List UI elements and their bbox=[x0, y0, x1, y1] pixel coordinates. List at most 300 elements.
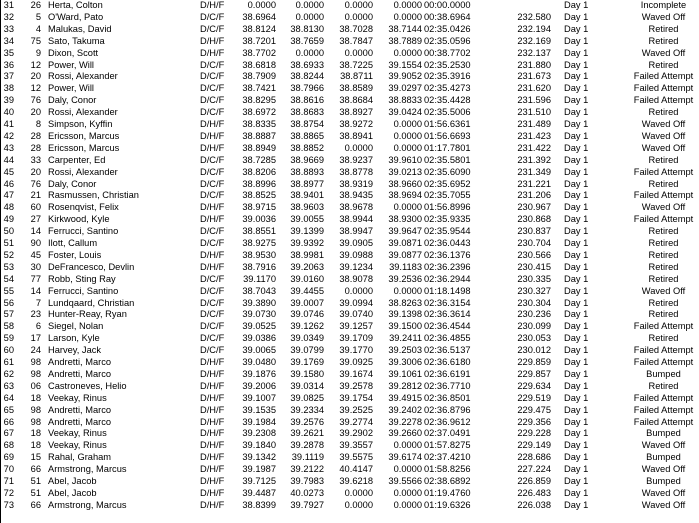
driver-cell: Daly, Conor bbox=[48, 178, 97, 189]
lap1-cell: 39.1876 bbox=[242, 368, 276, 379]
elapsed-cell: 02:35.0426 bbox=[424, 23, 471, 34]
car-number-cell: 45 bbox=[30, 249, 41, 260]
lap1-cell: 38.7201 bbox=[242, 35, 276, 46]
status-cell: Retired bbox=[648, 154, 679, 165]
day-cell: Day 1 bbox=[564, 47, 589, 58]
elapsed-cell: 02:38.6892 bbox=[424, 476, 471, 486]
table-row bbox=[1, 179, 699, 191]
speed-cell: 231.221 bbox=[517, 178, 551, 189]
class-cell: D/H/F bbox=[200, 0, 225, 10]
status-cell: Retired bbox=[648, 297, 679, 308]
speed-cell: 230.099 bbox=[517, 321, 551, 332]
table-row bbox=[1, 298, 699, 310]
lap1-cell: 39.0065 bbox=[242, 345, 276, 356]
lap1-cell: 38.8335 bbox=[242, 119, 276, 129]
elapsed-cell: 01:56.6361 bbox=[424, 119, 471, 129]
lap2-cell: 40.0273 bbox=[290, 487, 324, 498]
lap4-cell: 0.0000 bbox=[393, 0, 422, 10]
table-row bbox=[1, 381, 699, 393]
car-number-cell: 90 bbox=[30, 238, 41, 248]
class-cell: D/H/F bbox=[200, 368, 225, 379]
lap2-cell: 39.2334 bbox=[290, 404, 324, 415]
speed-cell: 226.483 bbox=[517, 487, 551, 498]
speed-cell: 232.169 bbox=[517, 35, 551, 46]
table-row bbox=[1, 309, 699, 321]
lap1-cell: 38.8399 bbox=[242, 499, 276, 510]
day-cell: Day 1 bbox=[564, 297, 589, 308]
driver-cell: Armstrong, Marcus bbox=[48, 499, 127, 510]
table-row bbox=[1, 48, 699, 60]
table-row bbox=[1, 500, 699, 512]
class-cell: D/H/F bbox=[200, 261, 225, 272]
lap2-cell: 0.0000 bbox=[295, 0, 324, 10]
class-cell: D/H/F bbox=[200, 130, 225, 141]
elapsed-cell: 02:36.6180 bbox=[424, 357, 471, 367]
class-cell: D/C/F bbox=[200, 238, 225, 248]
lap4-cell: 39.0871 bbox=[388, 238, 422, 248]
lap4-cell: 0.0000 bbox=[393, 142, 422, 153]
position-cell: 60 bbox=[3, 345, 14, 356]
status-cell: Bumped bbox=[646, 476, 681, 486]
driver-cell: DeFrancesco, Devlin bbox=[48, 261, 135, 272]
lap2-cell: 39.1399 bbox=[290, 226, 324, 237]
table-row bbox=[1, 488, 699, 500]
driver-cell: Andretti, Marco bbox=[48, 368, 112, 379]
speed-cell: 230.327 bbox=[517, 285, 551, 296]
lap4-cell: 39.1398 bbox=[388, 309, 422, 320]
day-cell: Day 1 bbox=[564, 202, 589, 213]
car-number-cell: 30 bbox=[30, 261, 41, 272]
lap1-cell: 38.7909 bbox=[242, 71, 276, 82]
driver-cell: Armstrong, Marcus bbox=[48, 464, 127, 475]
speed-cell: 229.356 bbox=[517, 416, 551, 427]
speed-cell: 230.415 bbox=[517, 261, 551, 272]
day-cell: Day 1 bbox=[564, 404, 589, 415]
lap3-cell: 39.1754 bbox=[339, 392, 373, 403]
lap3-cell: 0.0000 bbox=[344, 0, 373, 10]
class-cell: D/C/F bbox=[200, 59, 225, 70]
status-cell: Failed Attempt bbox=[633, 166, 694, 177]
elapsed-cell: 02:35.9544 bbox=[424, 226, 471, 237]
speed-cell: 230.053 bbox=[517, 333, 551, 344]
lap3-cell: 39.2525 bbox=[339, 404, 373, 415]
class-cell: D/C/F bbox=[200, 190, 225, 201]
status-cell: Failed Attempt bbox=[633, 345, 694, 356]
lap4-cell: 0.0000 bbox=[393, 202, 422, 213]
driver-cell: Robb, Sting Ray bbox=[48, 273, 116, 284]
lap2-cell: 39.9392 bbox=[290, 238, 324, 248]
speed-cell: 229.149 bbox=[517, 440, 551, 451]
table-row bbox=[1, 107, 699, 119]
elapsed-cell: 02:35.7055 bbox=[424, 190, 471, 201]
position-cell: 36 bbox=[3, 59, 14, 70]
day-cell: Day 1 bbox=[564, 487, 589, 498]
day-cell: Day 1 bbox=[564, 71, 589, 82]
driver-cell: Siegel, Nolan bbox=[48, 321, 104, 332]
status-cell: Failed Attempt bbox=[633, 214, 694, 225]
lap4-cell: 0.0000 bbox=[393, 487, 422, 498]
lap4-cell: 0.0000 bbox=[393, 464, 422, 475]
speed-cell: 230.868 bbox=[517, 214, 551, 225]
lap3-cell: 38.7225 bbox=[339, 59, 373, 70]
speed-cell: 230.304 bbox=[517, 297, 551, 308]
class-cell: D/H/F bbox=[200, 214, 225, 225]
position-cell: 42 bbox=[3, 130, 14, 141]
driver-cell: Rasmussen, Christian bbox=[48, 190, 139, 201]
lap2-cell: 39.1262 bbox=[290, 321, 324, 332]
table-row bbox=[1, 476, 699, 488]
lap1-cell: 38.8525 bbox=[242, 190, 276, 201]
lap2-cell: 39.2621 bbox=[290, 428, 324, 439]
position-cell: 72 bbox=[3, 487, 14, 498]
lap2-cell: 39.0746 bbox=[290, 309, 324, 320]
lap3-cell: 38.8778 bbox=[339, 166, 373, 177]
speed-cell: 228.686 bbox=[517, 452, 551, 463]
lap2-cell: 38.8977 bbox=[290, 178, 324, 189]
lap2-cell: 39.2576 bbox=[290, 416, 324, 427]
position-cell: 49 bbox=[3, 214, 14, 225]
elapsed-cell: 02:36.2396 bbox=[424, 261, 471, 272]
driver-cell: Abel, Jacob bbox=[48, 476, 97, 486]
lap1-cell: 38.8887 bbox=[242, 130, 276, 141]
status-cell: Retired bbox=[648, 261, 679, 272]
status-cell: Retired bbox=[648, 380, 679, 391]
elapsed-cell: 02:37.4210 bbox=[424, 452, 471, 463]
day-cell: Day 1 bbox=[564, 380, 589, 391]
class-cell: D/H/F bbox=[200, 476, 225, 486]
speed-cell: 229.634 bbox=[517, 380, 551, 391]
position-cell: 37 bbox=[3, 71, 14, 82]
car-number-cell: 28 bbox=[30, 142, 41, 153]
elapsed-cell: 00:00.0000 bbox=[424, 0, 471, 10]
lap4-cell: 39.1500 bbox=[388, 321, 422, 332]
class-cell: D/C/F bbox=[200, 226, 225, 237]
lap4-cell: 0.0000 bbox=[393, 47, 422, 58]
lap2-cell: 38.8865 bbox=[290, 130, 324, 141]
elapsed-cell: 02:37.0491 bbox=[424, 428, 471, 439]
position-cell: 61 bbox=[3, 357, 14, 367]
lap1-cell: 38.8996 bbox=[242, 178, 276, 189]
day-cell: Day 1 bbox=[564, 119, 589, 129]
lap3-cell: 38.9272 bbox=[339, 119, 373, 129]
car-number-cell: 9 bbox=[35, 47, 41, 58]
lap3-cell: 39.2578 bbox=[339, 380, 373, 391]
status-cell: Retired bbox=[648, 273, 679, 284]
driver-cell: Dixon, Scott bbox=[48, 47, 99, 58]
class-cell: D/C/F bbox=[200, 11, 225, 22]
lap1-cell: 38.7043 bbox=[242, 285, 276, 296]
car-number-cell: 76 bbox=[30, 95, 41, 106]
status-cell: Failed Attempt bbox=[633, 190, 694, 201]
day-cell: Day 1 bbox=[564, 476, 589, 486]
driver-cell: Andretti, Marco bbox=[48, 416, 112, 427]
table-row bbox=[1, 167, 699, 179]
class-cell: D/C/F bbox=[200, 333, 225, 344]
position-cell: 51 bbox=[3, 238, 14, 248]
lap4-cell: 38.9660 bbox=[388, 178, 422, 189]
speed-cell: 232.580 bbox=[517, 11, 551, 22]
car-number-cell: 75 bbox=[30, 35, 41, 46]
car-number-cell: 18 bbox=[30, 428, 41, 439]
speed-cell: 231.423 bbox=[517, 130, 551, 141]
car-number-cell: 21 bbox=[30, 190, 41, 201]
lap3-cell: 39.1770 bbox=[339, 345, 373, 356]
car-number-cell: 51 bbox=[30, 476, 41, 486]
status-cell: Failed Attempt bbox=[633, 83, 694, 94]
speed-cell: 227.224 bbox=[517, 464, 551, 475]
position-cell: 38 bbox=[3, 83, 14, 94]
driver-cell: Daly, Conor bbox=[48, 95, 97, 106]
lap3-cell: 39.6218 bbox=[339, 476, 373, 486]
position-cell: 56 bbox=[3, 297, 14, 308]
lap3-cell: 39.1709 bbox=[339, 333, 373, 344]
position-cell: 54 bbox=[3, 273, 14, 284]
day-cell: Day 1 bbox=[564, 166, 589, 177]
car-number-cell: 20 bbox=[30, 166, 41, 177]
lap4-cell: 39.9052 bbox=[388, 71, 422, 82]
position-cell: 52 bbox=[3, 249, 14, 260]
speed-cell: 231.510 bbox=[517, 107, 551, 118]
class-cell: D/H/F bbox=[200, 404, 225, 415]
car-number-cell: 12 bbox=[30, 83, 41, 94]
position-cell: 44 bbox=[3, 154, 14, 165]
lap1-cell: 38.8949 bbox=[242, 142, 276, 153]
speed-cell: 226.038 bbox=[517, 499, 551, 510]
table-row bbox=[1, 321, 699, 333]
elapsed-cell: 01:56.8996 bbox=[424, 202, 471, 213]
elapsed-cell: 02:35.9335 bbox=[424, 214, 471, 225]
lap2-cell: 39.0314 bbox=[290, 380, 324, 391]
car-number-cell: 18 bbox=[30, 440, 41, 451]
lap3-cell: 40.4147 bbox=[339, 464, 373, 475]
elapsed-cell: 00:38.6964 bbox=[424, 11, 471, 22]
position-cell: 40 bbox=[3, 107, 14, 118]
driver-cell: Kirkwood, Kyle bbox=[48, 214, 110, 225]
lap2-cell: 38.8893 bbox=[290, 166, 324, 177]
class-cell: D/C/F bbox=[200, 107, 225, 118]
lap2-cell: 38.8616 bbox=[290, 95, 324, 106]
position-cell: 64 bbox=[3, 392, 14, 403]
driver-cell: Veekay, Rinus bbox=[48, 440, 107, 451]
position-cell: 48 bbox=[3, 202, 14, 213]
car-number-cell: 6 bbox=[35, 321, 41, 332]
position-cell: 31 bbox=[3, 0, 14, 10]
lap1-cell: 39.2006 bbox=[242, 380, 276, 391]
class-cell: D/C/F bbox=[200, 83, 225, 94]
status-cell: Incomplete bbox=[640, 0, 687, 10]
lap1-cell: 39.1170 bbox=[243, 273, 276, 284]
driver-cell: Herta, Colton bbox=[48, 0, 103, 10]
driver-cell: Rossi, Alexander bbox=[48, 107, 118, 118]
elapsed-cell: 02:36.4544 bbox=[424, 321, 471, 332]
elapsed-cell: 02:36.6191 bbox=[424, 368, 471, 379]
car-number-cell: 76 bbox=[30, 178, 41, 189]
lap1-cell: 38.9715 bbox=[242, 202, 276, 213]
driver-cell: Rossi, Alexander bbox=[48, 71, 118, 82]
status-cell: Failed Attempt bbox=[633, 321, 694, 332]
lap3-cell: 0.0000 bbox=[344, 47, 373, 58]
elapsed-cell: 02:36.8796 bbox=[424, 404, 471, 415]
status-cell: Failed Attempt bbox=[633, 404, 694, 415]
speed-cell: 231.392 bbox=[517, 154, 551, 165]
status-cell: Retired bbox=[648, 59, 679, 70]
car-number-cell: 28 bbox=[30, 130, 41, 141]
lap4-cell: 39.0213 bbox=[388, 166, 422, 177]
driver-cell: Andretti, Marco bbox=[48, 404, 112, 415]
day-cell: Day 1 bbox=[564, 452, 589, 463]
lap2-cell: 38.8754 bbox=[290, 119, 324, 129]
status-cell: Waved Off bbox=[641, 285, 686, 296]
table-row bbox=[1, 190, 699, 202]
table-row bbox=[1, 155, 699, 167]
position-cell: 57 bbox=[3, 309, 14, 320]
class-cell: D/C/F bbox=[200, 345, 225, 356]
class-cell: D/H/F bbox=[200, 452, 225, 463]
lap1-cell: 0.0000 bbox=[247, 0, 276, 10]
table-row bbox=[1, 250, 699, 262]
lap1-cell: 39.1342 bbox=[242, 452, 276, 463]
lap2-cell: 39.0799 bbox=[290, 345, 324, 356]
speed-cell: 229.857 bbox=[517, 368, 551, 379]
day-cell: Day 1 bbox=[564, 214, 589, 225]
driver-cell: Ericsson, Marcus bbox=[48, 142, 120, 153]
position-cell: 65 bbox=[3, 404, 14, 415]
day-cell: Day 1 bbox=[564, 249, 589, 260]
elapsed-cell: 01:19.4760 bbox=[424, 487, 471, 498]
lap2-cell: 0.0000 bbox=[295, 11, 324, 22]
lap1-cell: 39.4487 bbox=[242, 487, 276, 498]
elapsed-cell: 02:36.9612 bbox=[424, 416, 471, 427]
day-cell: Day 1 bbox=[564, 154, 589, 165]
lap4-cell: 38.7144 bbox=[388, 23, 422, 34]
lap1-cell: 39.1987 bbox=[242, 464, 276, 475]
speed-cell: 231.880 bbox=[517, 59, 551, 70]
driver-cell: Veekay, Rinus bbox=[48, 392, 107, 403]
lap1-cell: 39.1984 bbox=[242, 416, 276, 427]
lap4-cell: 0.0000 bbox=[393, 285, 422, 296]
status-cell: Waved Off bbox=[641, 47, 686, 58]
car-number-cell: 98 bbox=[30, 357, 41, 367]
position-cell: 45 bbox=[3, 166, 14, 177]
speed-cell: 232.137 bbox=[517, 47, 551, 58]
table-row bbox=[1, 440, 699, 452]
day-cell: Day 1 bbox=[564, 23, 589, 34]
driver-cell: Power, Will bbox=[48, 83, 94, 94]
position-cell: 50 bbox=[3, 226, 14, 237]
day-cell: Day 1 bbox=[564, 190, 589, 201]
class-cell: D/H/F bbox=[200, 499, 225, 510]
elapsed-cell: 01:58.8256 bbox=[424, 464, 471, 475]
lap4-cell: 38.8263 bbox=[388, 297, 422, 308]
elapsed-cell: 02:36.8501 bbox=[424, 392, 471, 403]
position-cell: 34 bbox=[3, 35, 14, 46]
status-cell: Waved Off bbox=[641, 142, 686, 153]
table-row bbox=[1, 83, 699, 95]
driver-cell: O'Ward, Pato bbox=[48, 11, 104, 22]
lap2-cell: 39.0160 bbox=[290, 273, 324, 284]
position-cell: 70 bbox=[3, 464, 14, 475]
status-cell: Waved Off bbox=[641, 440, 686, 451]
position-cell: 62 bbox=[3, 368, 14, 379]
elapsed-cell: 01:18.1498 bbox=[424, 285, 471, 296]
car-number-cell: 20 bbox=[30, 71, 41, 82]
lap1-cell: 39.0525 bbox=[242, 321, 276, 332]
lap3-cell: 38.8927 bbox=[339, 107, 373, 118]
day-cell: Day 1 bbox=[564, 261, 589, 272]
table-row bbox=[1, 226, 699, 238]
table-row bbox=[1, 464, 699, 476]
speed-cell: 231.489 bbox=[517, 119, 551, 129]
class-cell: D/H/F bbox=[200, 428, 225, 439]
lap2-cell: 38.6933 bbox=[290, 59, 324, 70]
car-number-cell: 98 bbox=[30, 416, 41, 427]
lap3-cell: 39.1234 bbox=[339, 261, 373, 272]
driver-cell: Rossi, Alexander bbox=[48, 166, 118, 177]
status-cell: Waved Off bbox=[641, 119, 686, 129]
class-cell: D/H/F bbox=[200, 47, 225, 58]
driver-cell: Simpson, Kyffin bbox=[48, 119, 113, 129]
lap2-cell: 38.9401 bbox=[290, 190, 324, 201]
day-cell: Day 1 bbox=[564, 142, 589, 153]
elapsed-cell: 02:35.2530 bbox=[424, 59, 471, 70]
lap1-cell: 38.8206 bbox=[242, 166, 276, 177]
speed-cell: 229.519 bbox=[517, 392, 551, 403]
lap1-cell: 38.7421 bbox=[242, 83, 276, 94]
lap3-cell: 38.9947 bbox=[339, 226, 373, 237]
elapsed-cell: 02:36.1376 bbox=[424, 249, 471, 260]
status-cell: Retired bbox=[648, 226, 679, 237]
table-row bbox=[1, 333, 699, 345]
day-cell: Day 1 bbox=[564, 11, 589, 22]
lap4-cell: 38.9300 bbox=[388, 214, 422, 225]
lap4-cell: 39.0297 bbox=[388, 83, 422, 94]
lap4-cell: 39.4915 bbox=[388, 392, 422, 403]
class-cell: D/C/F bbox=[200, 321, 225, 332]
car-number-cell: 5 bbox=[35, 11, 41, 22]
car-number-cell: 14 bbox=[30, 285, 41, 296]
lap1-cell: 38.8124 bbox=[242, 23, 276, 34]
driver-cell: Harvey, Jack bbox=[48, 345, 102, 356]
lap2-cell: 39.2122 bbox=[290, 464, 324, 475]
lap2-cell: 39.4455 bbox=[290, 285, 324, 296]
car-number-cell: 18 bbox=[30, 392, 41, 403]
elapsed-cell: 02:36.3614 bbox=[424, 309, 471, 320]
lap3-cell: 39.0988 bbox=[339, 249, 373, 260]
lap1-cell: 38.8295 bbox=[242, 95, 276, 106]
speed-cell: 231.422 bbox=[517, 142, 551, 153]
elapsed-cell: 02:35.5006 bbox=[424, 107, 471, 118]
lap4-cell: 39.0877 bbox=[388, 249, 422, 260]
speed-cell: 231.596 bbox=[517, 95, 551, 106]
class-cell: D/H/F bbox=[200, 35, 225, 46]
table-row bbox=[1, 36, 699, 48]
status-cell: Retired bbox=[648, 178, 679, 189]
elapsed-cell: 02:35.6952 bbox=[424, 178, 471, 189]
position-cell: 68 bbox=[3, 440, 14, 451]
status-cell: Retired bbox=[648, 35, 679, 46]
day-cell: Day 1 bbox=[564, 226, 589, 237]
lap1-cell: 39.0386 bbox=[242, 333, 276, 344]
speed-cell: 230.704 bbox=[517, 238, 551, 248]
car-number-cell: 20 bbox=[30, 107, 41, 118]
lap2-cell: 38.8852 bbox=[290, 142, 324, 153]
lap4-cell: 39.3006 bbox=[388, 357, 422, 367]
lap2-cell: 38.8244 bbox=[290, 71, 324, 82]
position-cell: 58 bbox=[3, 321, 14, 332]
lap1-cell: 38.7916 bbox=[242, 261, 276, 272]
lap1-cell: 39.0036 bbox=[242, 214, 276, 225]
lap3-cell: 0.0000 bbox=[344, 11, 373, 22]
